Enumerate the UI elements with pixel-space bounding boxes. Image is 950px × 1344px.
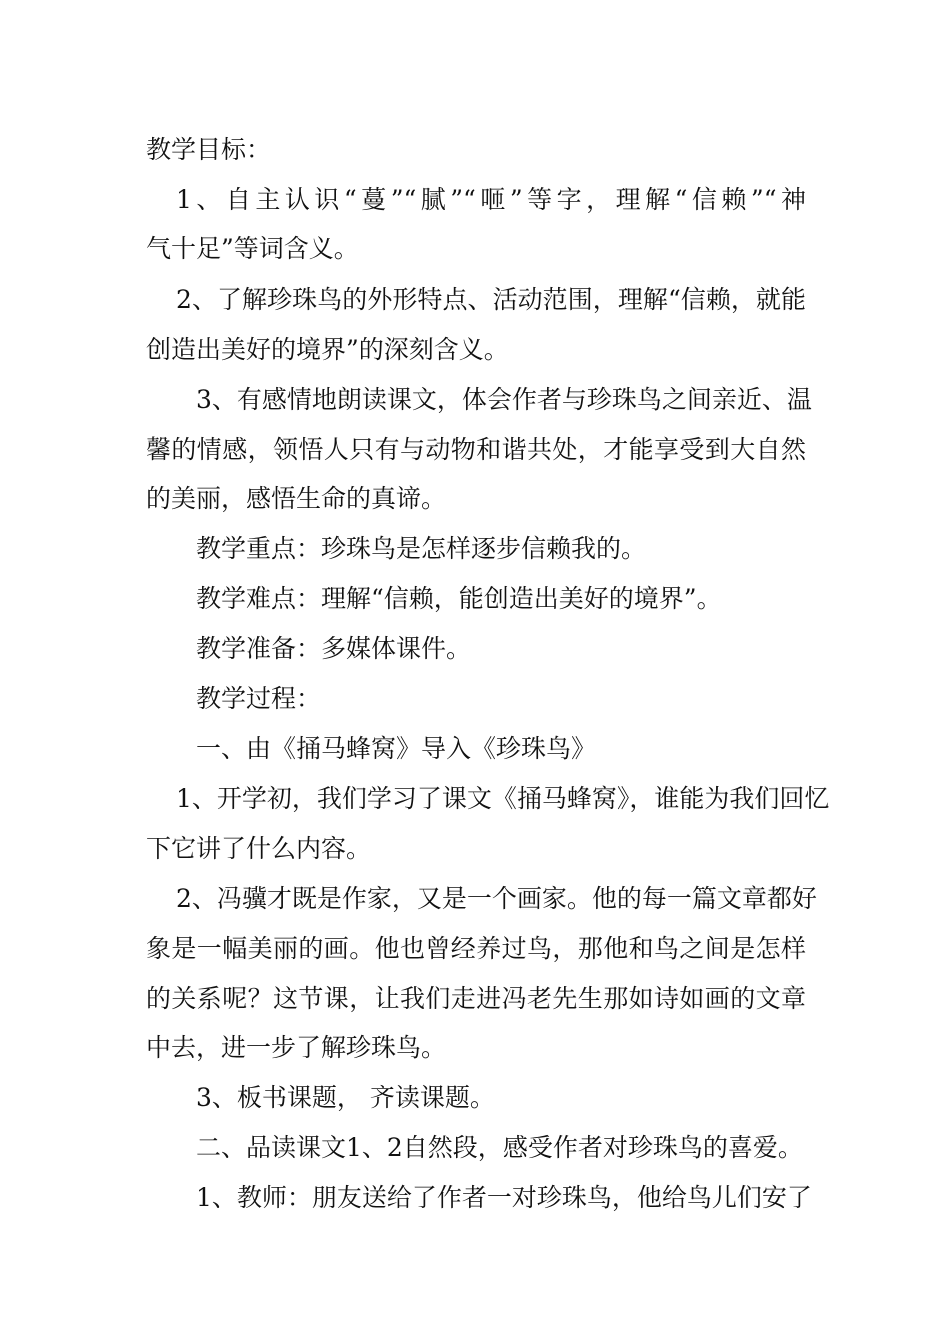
section-heading-objectives: 教学目标： (146, 135, 272, 164)
paragraph-line: 的关系呢？这节课，让我们走进冯老先生那如诗如画的文章 (146, 984, 806, 1013)
paragraph-line: 创造出美好的境界”的深刻含义。 (146, 335, 509, 364)
paragraph-line: 3、有感情地朗读课文，体会作者与珍珠鸟之间亲近、温 (196, 385, 812, 414)
paragraph-line: 气十足”等词含义。 (146, 234, 359, 263)
paragraph-line: 2、了解珍珠鸟的外形特点、活动范围，理解“信赖，就能 (176, 285, 806, 314)
process-heading: 教学过程： (196, 684, 322, 713)
paragraph-line: 1、自主认识“蔓”“腻”“咂”等字，理解“信赖”“神 (176, 185, 806, 214)
section-heading-two: 二、品读课文1、2自然段，感受作者对珍珠鸟的喜爱。 (196, 1133, 803, 1162)
paragraph-line: 馨的情感，领悟人只有与动物和谐共处，才能享受到大自然 (146, 435, 806, 464)
key-point-line: 教学重点：珍珠鸟是怎样逐步信赖我的。 (196, 534, 647, 563)
paragraph-line: 象是一幅美丽的画。他也曾经养过鸟，那他和鸟之间是怎样 (146, 934, 806, 963)
paragraph-line: 1、教师：朋友送给了作者一对珍珠鸟，他给鸟儿们安了 (196, 1183, 812, 1212)
difficulty-line: 教学难点：理解“信赖，能创造出美好的境界”。 (196, 584, 722, 613)
preparation-line: 教学准备：多媒体课件。 (196, 634, 472, 663)
paragraph-line: 1、开学初，我们学习了课文《捅马蜂窝》，谁能为我们回忆 (176, 784, 830, 813)
paragraph-line: 的美丽，感悟生命的真谛。 (146, 484, 447, 513)
paragraph-line: 2、冯骥才既是作家，又是一个画家。他的每一篇文章都好 (176, 884, 817, 913)
paragraph-line: 中去，进一步了解珍珠鸟。 (146, 1033, 447, 1062)
section-heading-one: 一、由《捅马蜂窝》导入《珍珠鸟》 (196, 734, 597, 763)
paragraph-line: 3、板书课题， 齐读课题。 (196, 1083, 495, 1112)
paragraph-line: 下它讲了什么内容。 (146, 834, 372, 863)
